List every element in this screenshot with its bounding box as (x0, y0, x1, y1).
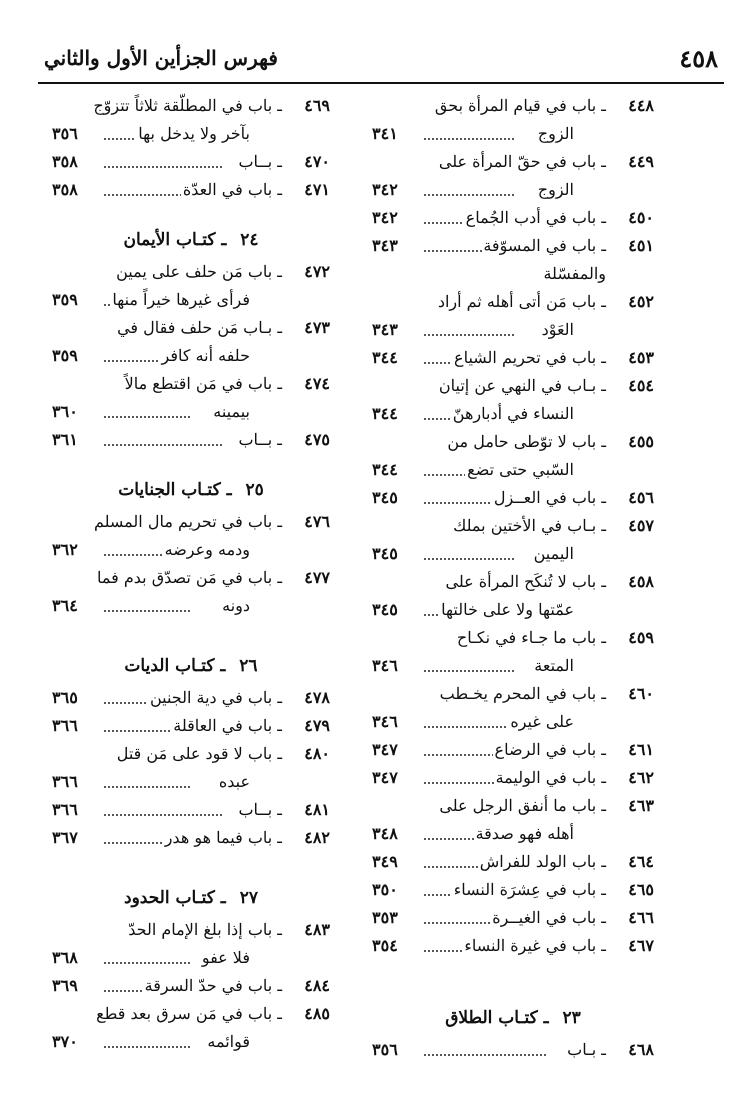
entry-title-text: ـ باب مَن حلف على يمين (116, 262, 282, 281)
chapter-heading-25 (52, 476, 330, 504)
entry-title-text: فرأى غيرها خيراً منها (112, 290, 250, 309)
entry-line-with-page (372, 736, 606, 764)
entry-line-with-page (372, 848, 606, 876)
toc-entry (372, 428, 654, 484)
left-entries-group-a (52, 92, 330, 204)
entry-line-with-page (372, 204, 606, 232)
entry-number: ٤٦٩ (304, 96, 330, 115)
toc-entry (52, 740, 330, 796)
entry-page-number: ٣٦١ (52, 430, 78, 449)
entry-line (372, 624, 606, 652)
entry-title-text: ـ باب في العــزل (493, 488, 606, 507)
right-entries-list (372, 92, 654, 960)
left-entries-group-e (52, 916, 330, 1056)
toc-entry (372, 932, 654, 960)
entry-number: ٤٦٧ (628, 936, 654, 955)
chapter-heading-27 (52, 884, 330, 912)
entry-title-text: ـ باب في تحريم مال المسلم (93, 512, 282, 531)
entry-number: ٤٦٤ (628, 852, 654, 871)
entry-line-with-page (52, 1028, 250, 1056)
entry-page-number: ٣٤٥ (372, 544, 398, 563)
entry-line (52, 258, 282, 286)
toc-entry (372, 232, 654, 288)
toc-entry (52, 508, 330, 564)
entry-page-number: ٣٦٦ (52, 716, 78, 735)
entry-title-text: على غيره (510, 712, 574, 731)
right-column (372, 92, 654, 1064)
entry-line (372, 372, 606, 400)
entry-number: ٤٥٧ (628, 516, 654, 535)
entry-line-with-page (52, 536, 250, 564)
entry-page-number: ٣٤٥ (372, 600, 398, 619)
entry-line (372, 680, 606, 708)
entry-line-with-page (52, 684, 282, 712)
chapter-number: ٢٦ (239, 656, 258, 676)
entry-page-number: ٣٤٢ (372, 208, 398, 227)
entry-title-text: العَوْد (541, 320, 574, 339)
entry-line-with-page (52, 176, 282, 204)
left-entries-group-c (52, 508, 330, 620)
chapter-heading-23 (372, 1004, 654, 1032)
entry-title-text: ـ بــاب (238, 430, 282, 449)
left-entries-group-b (52, 258, 330, 454)
entry-number: ٤٧١ (304, 180, 330, 199)
entry-line-with-page (372, 876, 606, 904)
entry-title-text: ـ باب إذا بلغ الإمام الحدّ (128, 920, 282, 939)
entry-title-text: ـ باب في حدّ السرقة (144, 976, 282, 995)
entry-title-text: ـ باب في أدب الجُماع (465, 208, 606, 227)
entry-title-text: أهله فهو صدقة (475, 824, 574, 843)
entry-title-text: اليمين (533, 544, 574, 563)
chapter-heading-26 (52, 652, 330, 680)
entry-page-number: ٣٤٤ (372, 404, 398, 423)
entry-page-number: ٣٤٤ (372, 348, 398, 367)
toc-entry (372, 1036, 654, 1064)
entry-page-number: ٣٥٩ (52, 290, 78, 309)
entry-line-with-page (372, 456, 574, 484)
entry-line-with-page (372, 820, 574, 848)
toc-entry (52, 92, 330, 148)
toc-entry (52, 370, 330, 426)
entry-title-text: الزوج (537, 124, 574, 143)
toc-entry (372, 904, 654, 932)
entry-number: ٤٦٣ (628, 796, 654, 815)
right-entries-after-chapter (372, 1036, 654, 1064)
entry-number: ٤٥٠ (628, 208, 654, 227)
entry-page-number: ٣٤٢ (372, 180, 398, 199)
entry-page-number: ٣٥٣ (372, 908, 398, 927)
entry-line-with-page (372, 708, 574, 736)
entry-line-with-page (372, 1036, 606, 1064)
toc-entry (52, 712, 330, 740)
toc-entry (52, 564, 330, 620)
entry-page-number: ٣٦٠ (52, 402, 78, 421)
chapter-heading-24 (52, 226, 330, 254)
entry-title-text: ـ بـاب في النهي عن إتيان (438, 376, 606, 395)
entry-number: ٤٥٨ (628, 572, 654, 591)
entry-line (372, 568, 606, 596)
entry-page-number: ٣٤٧ (372, 768, 398, 787)
entry-line (372, 288, 606, 316)
entry-line-with-page (52, 796, 282, 824)
entry-line-with-page (52, 824, 282, 852)
entry-line-with-page (372, 176, 574, 204)
entry-number: ٤٥٢ (628, 292, 654, 311)
entry-number: ٤٥٦ (628, 488, 654, 507)
entry-line-with-page (372, 232, 606, 288)
entry-title-text: ـ باب فيما هو هدر (164, 828, 282, 847)
entry-title-text: ـ باب في عِشرَة النساء (453, 880, 606, 899)
toc-entry (372, 792, 654, 848)
entry-line (52, 370, 282, 398)
entry-page-number: ٣٥٨ (52, 152, 78, 171)
entry-title-text: ـ باب في الغيــرة (492, 908, 606, 927)
entry-title-text: ـ باب في الوليمة (495, 768, 606, 787)
entry-number: ٤٥٥ (628, 432, 654, 451)
entry-title-text: ـ بـاب في الأختين بملك (453, 516, 606, 535)
toc-entry (52, 972, 330, 1000)
chapter-number: ٢٧ (239, 888, 258, 908)
entry-title-text: ـ باب في المسوّفة والمفسّلة (483, 236, 606, 283)
entry-number: ٤٧٢ (304, 262, 330, 281)
entry-number: ٤٧٨ (304, 688, 330, 707)
entry-title-text: ـ باب مَن أتى أهله ثم أراد (437, 292, 606, 311)
entry-title-text: ـ باب في تحريم الشياع (454, 348, 606, 367)
toc-entry (52, 426, 330, 454)
entry-title-text: ـ باب لا تُنكَح المرأة على (445, 572, 606, 591)
toc-entry (372, 736, 654, 764)
entry-number: ٤٥١ (628, 236, 654, 255)
entry-number: ٤٦٨ (628, 1040, 654, 1059)
entry-page-number: ٣٥٤ (372, 936, 398, 955)
entry-page-number: ٣٥٩ (52, 346, 78, 365)
entry-title-text: ـ باب في الرضاع (494, 740, 606, 759)
entry-title-text: ـ باب ما أنفق الرجل على (439, 796, 606, 815)
toc-entry (372, 764, 654, 792)
entry-title-text: ـ بـاب مَن حلف فقال في (117, 318, 282, 337)
entry-line-with-page (372, 484, 606, 512)
entry-title-text: ـ بــاب (238, 152, 282, 171)
entry-number: ٤٤٩ (628, 152, 654, 171)
entry-line-with-page (52, 398, 250, 426)
toc-entry (52, 916, 330, 972)
entry-page-number: ٣٦٧ (52, 828, 78, 847)
toc-entry (372, 876, 654, 904)
entry-line (372, 428, 606, 456)
toc-entry (372, 148, 654, 204)
entry-page-number: ٣٦٩ (52, 976, 78, 995)
entry-title-text: ـ باب في مَن سرق بعد قطع (96, 1004, 282, 1023)
left-column (52, 92, 330, 1056)
entry-line-with-page (372, 904, 606, 932)
toc-entry (52, 314, 330, 370)
entry-line (372, 792, 606, 820)
entry-line (372, 92, 606, 120)
entry-line-with-page (52, 426, 282, 454)
entry-line (52, 564, 282, 592)
entry-page-number: ٣٦٥ (52, 688, 78, 707)
page-number: ٤٥٨ (679, 44, 718, 73)
entry-title-text: عبده (218, 772, 250, 791)
entry-number: ٤٦٢ (628, 768, 654, 787)
toc-entry (372, 288, 654, 344)
entry-line-with-page (52, 768, 250, 796)
entry-number: ٤٨٤ (304, 976, 330, 995)
toc-entry (372, 512, 654, 568)
toc-entry (52, 1000, 330, 1056)
toc-entry (372, 92, 654, 148)
entry-line (372, 148, 606, 176)
entry-title-text: النساء في أدبارهنّ (452, 404, 574, 423)
entry-page-number: ٣٥٠ (372, 880, 398, 899)
entry-line-with-page (52, 972, 282, 1000)
chapter-title: ـ كتـاب الحدود (124, 888, 226, 908)
entry-line (52, 92, 282, 120)
entry-number: ٤٧٧ (304, 568, 330, 587)
entry-line-with-page (372, 596, 574, 624)
entry-title-text: ـ باب في العدّة (182, 180, 282, 199)
entry-number: ٤٧٥ (304, 430, 330, 449)
entry-title-text: المتعة (534, 656, 574, 675)
entry-title-text: ـ باب في المطلّقة ثلاثاً تتزوّج (93, 96, 282, 115)
entry-title-text: ـ باب لا قود على مَن قتل (116, 744, 282, 763)
toc-entry (52, 258, 330, 314)
entry-page-number: ٣٦٢ (52, 540, 78, 559)
entry-number: ٤٧٩ (304, 716, 330, 735)
toc-entry (372, 568, 654, 624)
entry-page-number: ٣٧٠ (52, 1032, 78, 1051)
entry-page-number: ٣٦٦ (52, 800, 78, 819)
entry-line-with-page (372, 932, 606, 960)
toc-entry (372, 372, 654, 428)
entry-line-with-page (372, 652, 574, 680)
entry-line (372, 512, 606, 540)
entry-page-number: ٣٤١ (372, 124, 398, 143)
entry-line (52, 740, 282, 768)
entry-page-number: ٣٤٣ (372, 236, 398, 255)
entry-page-number: ٣٤٧ (372, 740, 398, 759)
entry-number: ٤٤٨ (628, 96, 654, 115)
chapter-title: ـ كتـاب الديات (124, 656, 226, 676)
entry-page-number: ٣٥٨ (52, 180, 78, 199)
chapter-number: ٢٥ (245, 480, 264, 500)
chapter-number: ٢٣ (562, 1008, 581, 1028)
entry-page-number: ٣٤٥ (372, 488, 398, 507)
entry-title-text: ـ باب الولد للفراش (479, 852, 606, 871)
entry-number: ٤٨٣ (304, 920, 330, 939)
entry-page-number: ٣٤٨ (372, 824, 398, 843)
entry-title-text: ودمه وعرضه (164, 540, 250, 559)
running-title: فهرس الجزأين الأول والثاني (44, 46, 278, 70)
entry-line-with-page (52, 120, 250, 148)
entry-line-with-page (52, 944, 250, 972)
entry-line (52, 508, 282, 536)
entry-page-number: ٣٦٤ (52, 596, 78, 615)
entry-number: ٤٨٠ (304, 744, 330, 763)
entry-number: ٤٥٣ (628, 348, 654, 367)
entry-title-text: ـ باب في العاقلة (173, 716, 282, 735)
entry-line-with-page (52, 342, 250, 370)
entry-number: ٤٧٤ (304, 374, 330, 393)
entry-page-number: ٣٤٣ (372, 320, 398, 339)
entry-page-number: ٣٥٦ (372, 1040, 398, 1059)
entry-title-text: بيمينه (213, 402, 250, 421)
entry-line-with-page (52, 286, 250, 314)
toc-entry (52, 796, 330, 824)
entry-title-text: السّبي حتى تضع (467, 460, 574, 479)
entry-number: ٤٦١ (628, 740, 654, 759)
entry-title-text: ـ باب في غيرة النساء (464, 936, 606, 955)
entry-title-text: دونه (222, 596, 250, 615)
chapter-title: ـ كتـاب الأيمان (123, 230, 227, 250)
entry-number: ٤٥٩ (628, 628, 654, 647)
entry-number: ٤٥٤ (628, 376, 654, 395)
entry-title-text: فلا عفو (201, 948, 250, 967)
entry-number: ٤٨٢ (304, 828, 330, 847)
entry-title-text: ـ باب في مَن اقتطع مالاً (124, 374, 282, 393)
entry-title-text: ـ باب في دية الجنين (149, 688, 282, 707)
entry-page-number: ٣٥٦ (52, 124, 78, 143)
entry-line-with-page (372, 344, 606, 372)
entry-number: ٤٨١ (304, 800, 330, 819)
entry-title-text: الزوج (537, 180, 574, 199)
entry-number: ٤٧٦ (304, 512, 330, 531)
entry-title-text: ـ بــاب (238, 800, 282, 819)
entry-number: ٤٧٠ (304, 152, 330, 171)
entry-title-text: ـ باب في قيام المرأة بحق (434, 96, 606, 115)
toc-entry (372, 204, 654, 232)
toc-entry (372, 624, 654, 680)
page-header (38, 42, 724, 84)
entry-line-with-page (372, 120, 574, 148)
entry-title-text: ـ باب في المحرم يخـطب (439, 684, 606, 703)
entry-line-with-page (52, 592, 250, 620)
entry-title-text: بآخر ولا يدخل بها (138, 124, 250, 143)
entry-title-text: ـ باب ما جـاء في نكـاح (456, 628, 606, 647)
entry-line-with-page (52, 148, 282, 176)
toc-entry (52, 176, 330, 204)
entry-page-number: ٣٦٦ (52, 772, 78, 791)
chapter-title: ـ كتـاب الطلاق (445, 1008, 549, 1028)
chapter-title: ـ كتـاب الجنايات (118, 480, 232, 500)
entry-line (52, 314, 282, 342)
entry-title-text: عمّتها ولا على خالتها (441, 600, 574, 619)
entry-title-text: قوائمه (207, 1032, 250, 1051)
toc-entry (372, 484, 654, 512)
toc-entry (372, 848, 654, 876)
entry-line-with-page (372, 316, 574, 344)
entry-page-number: ٣٦٨ (52, 948, 78, 967)
toc-entry (52, 824, 330, 852)
toc-entry (372, 344, 654, 372)
entry-page-number: ٣٤٦ (372, 656, 398, 675)
entry-number: ٤٦٥ (628, 880, 654, 899)
entry-line (52, 916, 282, 944)
entry-title-text: ـ بـاب (567, 1040, 606, 1059)
entry-page-number: ٣٤٩ (372, 852, 398, 871)
entry-line-with-page (372, 400, 574, 428)
toc-entry (372, 680, 654, 736)
entry-line-with-page (372, 540, 574, 568)
entry-line-with-page (52, 712, 282, 740)
entry-number: ٤٦٦ (628, 908, 654, 927)
entry-title-text: حلفه أنه كافر (161, 346, 250, 365)
chapter-number: ٢٤ (240, 230, 259, 250)
left-entries-group-d (52, 684, 330, 852)
entry-line (52, 1000, 282, 1028)
entry-number: ٤٨٥ (304, 1004, 330, 1023)
toc-entry (52, 148, 330, 176)
entry-title-text: ـ باب لا توّطى حامل من (447, 432, 606, 451)
entry-page-number: ٣٤٦ (372, 712, 398, 731)
entry-number: ٤٧٣ (304, 318, 330, 337)
entry-page-number: ٣٤٤ (372, 460, 398, 479)
entry-line-with-page (372, 764, 606, 792)
toc-entry (52, 684, 330, 712)
entry-title-text: ـ باب في مَن تصدّق بدم فما (97, 568, 282, 587)
entry-number: ٤٦٠ (628, 684, 654, 703)
entry-title-text: ـ باب في حقّ المرأة على (438, 152, 606, 171)
